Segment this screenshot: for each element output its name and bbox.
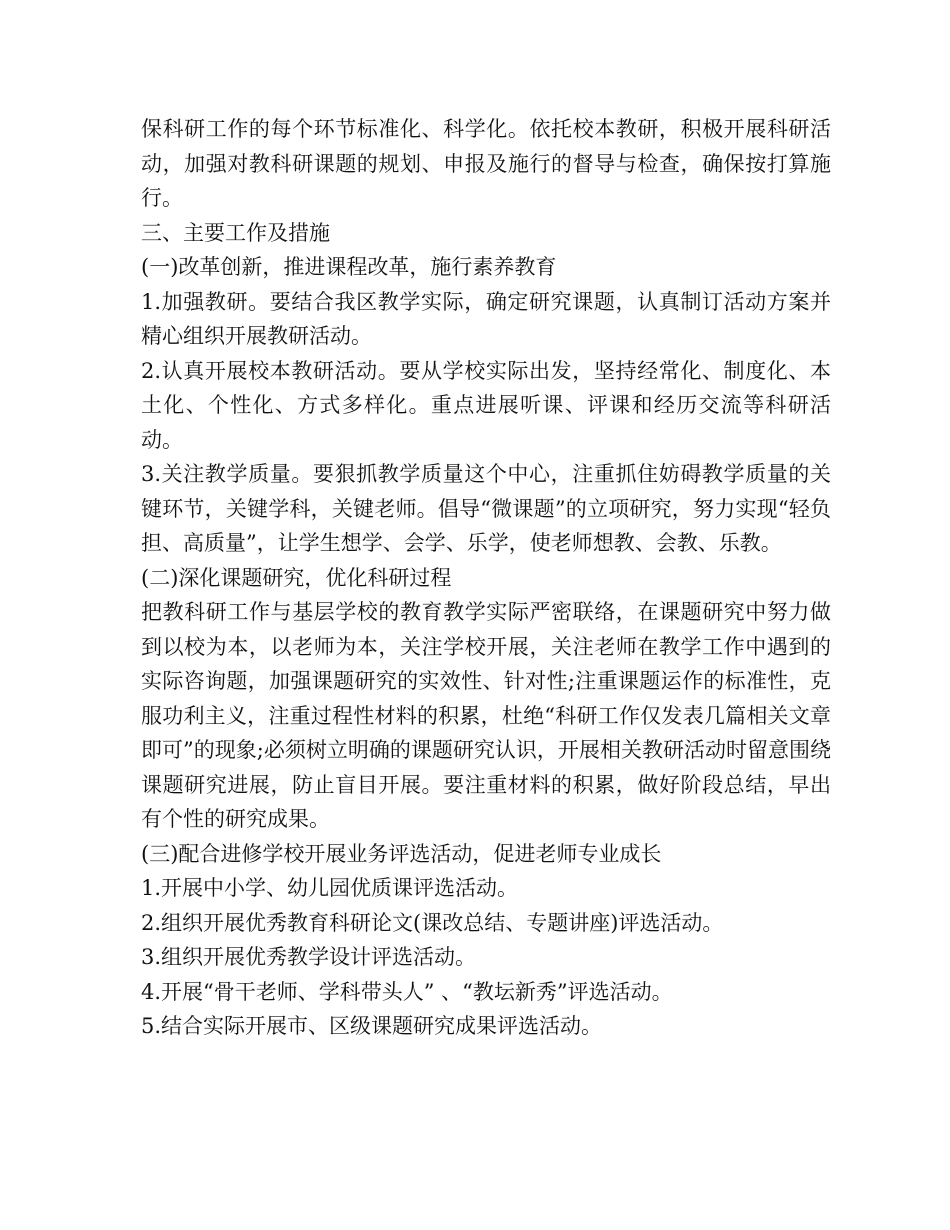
list-item-teaching-design: 3.组织开展优秀教学设计评选活动。 — [141, 945, 477, 969]
list-item-quality-lessons: 1.开展中小学、幼儿园优质课评选活动。 — [141, 876, 519, 900]
list-item-research-results: 5.结合实际开展市、区级课题研究成果评选活动。 — [141, 1014, 603, 1038]
subheading-deepen-topic-research: (二)深化课题研究，优化科研过程 — [141, 565, 452, 590]
document-body — [141, 112, 831, 1044]
list-item-strengthen-research: 1.加强教研。要结合我区教学实际，确定研究课题，认真制订活动方案并精心组织开展教研活动。 — [141, 289, 831, 348]
subheading-reform-innovation: (一)改革创新，推进课程改革，施行素养教育 — [141, 255, 557, 279]
list-item-school-based-research: 2.认真开展校本教研活动。要从学校实际出发，坚持经常化、制度化、本土化、个性化、方式多样化。重点进展听课、评课和经历交流等科研活动。 — [141, 358, 831, 452]
paragraph-topic-research: 把教科研工作与基层学校的教育教学实际严密联络，在课题研究中努力做到以校为本，以老师为本，关注学校开展，关注老师在教学工作中遇到的实际咨询题，加强课题研究的实效性、针对性;注重课题运作的标准性，克服功利主义，注重过程性材料的积累，杜绝“科研工作仅发表几篇相关文章即可”的现象;必须树立明确的课题研究认识，开展相关教研活动时留意围绕课题研究进展，防止盲目开展。要注重材料的积累，做好阶段总结，早出有个性的研究成果。 — [141, 600, 831, 831]
paragraph-continuation: 保科研工作的每个环节标准化、科学化。依托校本教研，积极开展科研活动，加强对教科研课题的规划、申报及施行的督导与检查，确保按打算施行。 — [141, 117, 831, 210]
section-heading-main-work: 三、主要工作及措施 — [141, 220, 330, 245]
list-item-teaching-quality: 3.关注教学质量。要狠抓教学质量这个中心，注重抓住妨碍教学质量的关键环节，关键学科，关键老师。倡导“微课题”的立项研究，努力实现“轻负担、高质量”，让学生想学、会学、乐学，使老师想教、会教、乐教。 — [141, 462, 831, 555]
list-item-backbone-teachers: 4.开展“骨干老师、学科带头人” 、“教坛新秀”评选活动。 — [141, 979, 673, 1004]
subheading-evaluation-activities: (三)配合进修学校开展业务评选活动，促进老师专业成长 — [141, 841, 662, 866]
list-item-research-papers: 2.组织开展优秀教育科研论文(课改总结、专题讲座)评选活动。 — [141, 910, 724, 935]
